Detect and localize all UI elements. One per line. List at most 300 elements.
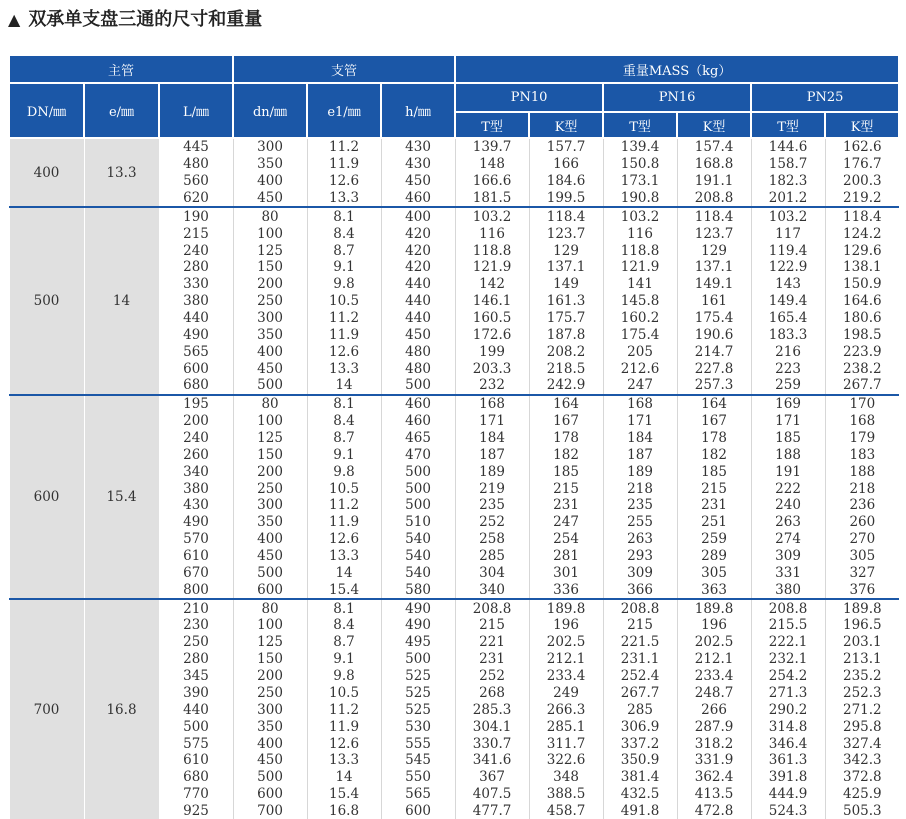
cell-pn25-t: 117 <box>751 225 825 242</box>
cell-pn16-t: 263 <box>603 531 677 548</box>
cell-e1: 13.3 <box>307 548 381 565</box>
cell-pn25-k: 188 <box>825 463 899 480</box>
cell-dn-branch: 125 <box>233 430 307 447</box>
cell-pn16-k: 157.4 <box>677 138 751 156</box>
cell-pn10-t: 103.2 <box>455 207 529 225</box>
cell-pn25-k: 170 <box>825 395 899 413</box>
cell-e1: 13.3 <box>307 360 381 377</box>
cell-pn25-t: 259 <box>751 377 825 395</box>
cell-pn16-t: 145.8 <box>603 293 677 310</box>
cell-pn25-k: 252.3 <box>825 685 899 702</box>
cell-h: 480 <box>381 360 455 377</box>
cell-pn25-t: 263 <box>751 514 825 531</box>
cell-pn25-k: 176.7 <box>825 156 899 173</box>
cell-pn16-t: 306.9 <box>603 718 677 735</box>
cell-dn-branch: 100 <box>233 225 307 242</box>
cell-l: 680 <box>159 769 233 786</box>
cell-pn10-t: 184 <box>455 430 529 447</box>
cell-pn10-t: 477.7 <box>455 803 529 819</box>
cell-pn10-k: 212.1 <box>529 651 603 668</box>
cell-l: 195 <box>159 395 233 413</box>
cell-pn16-k: 413.5 <box>677 786 751 803</box>
cell-dn-branch: 450 <box>233 752 307 769</box>
cell-pn10-t: 208.8 <box>455 599 529 617</box>
cell-h: 440 <box>381 293 455 310</box>
cell-e1: 8.4 <box>307 617 381 634</box>
cell-e1: 8.7 <box>307 242 381 259</box>
cell-dn-branch: 350 <box>233 718 307 735</box>
cell-pn25-k: 162.6 <box>825 138 899 156</box>
cell-pn16-t: 116 <box>603 225 677 242</box>
cell-pn25-k: 236 <box>825 497 899 514</box>
cell-pn25-k: 376 <box>825 581 899 599</box>
cell-e: 14 <box>84 207 159 394</box>
cell-dn-branch: 150 <box>233 259 307 276</box>
header-mass: 重量MASS（kg） <box>455 55 899 83</box>
header-dn: DN/㎜ <box>9 83 84 138</box>
cell-pn10-t: 199 <box>455 343 529 360</box>
cell-pn16-k: 231 <box>677 497 751 514</box>
cell-pn25-k: 505.3 <box>825 803 899 819</box>
cell-e1: 11.9 <box>307 326 381 343</box>
cell-l: 345 <box>159 668 233 685</box>
cell-h: 500 <box>381 377 455 395</box>
cell-pn10-k: 322.6 <box>529 752 603 769</box>
cell-pn25-k: 198.5 <box>825 326 899 343</box>
cell-pn10-t: 160.5 <box>455 310 529 327</box>
cell-pn16-t: 218 <box>603 480 677 497</box>
cell-pn10-k: 149 <box>529 276 603 293</box>
cell-pn25-k: 183 <box>825 446 899 463</box>
cell-pn25-t: 524.3 <box>751 803 825 819</box>
cell-pn16-t: 187 <box>603 446 677 463</box>
cell-dn-branch: 80 <box>233 599 307 617</box>
cell-dn-branch: 400 <box>233 735 307 752</box>
cell-pn16-t: 366 <box>603 581 677 599</box>
cell-e1: 9.1 <box>307 259 381 276</box>
cell-l: 240 <box>159 430 233 447</box>
header-main-pipe: 主管 <box>9 55 233 83</box>
cell-h: 420 <box>381 259 455 276</box>
cell-pn16-t: 231.1 <box>603 651 677 668</box>
cell-pn10-k: 137.1 <box>529 259 603 276</box>
cell-pn25-t: 144.6 <box>751 138 825 156</box>
cell-l: 670 <box>159 564 233 581</box>
cell-pn25-k: 235.2 <box>825 668 899 685</box>
cell-pn16-k: 318.2 <box>677 735 751 752</box>
cell-l: 610 <box>159 752 233 769</box>
cell-pn10-k: 184.6 <box>529 173 603 190</box>
cell-e1: 10.5 <box>307 480 381 497</box>
cell-pn25-t: 309 <box>751 548 825 565</box>
cell-l: 445 <box>159 138 233 156</box>
cell-pn16-k: 191.1 <box>677 173 751 190</box>
cell-pn16-k: 175.4 <box>677 310 751 327</box>
cell-pn16-k: 190.6 <box>677 326 751 343</box>
cell-dn-branch: 350 <box>233 514 307 531</box>
cell-pn10-k: 285.1 <box>529 718 603 735</box>
cell-pn16-k: 167 <box>677 413 751 430</box>
cell-l: 340 <box>159 463 233 480</box>
cell-e1: 12.6 <box>307 735 381 752</box>
cell-pn10-k: 231 <box>529 497 603 514</box>
table-row <box>9 395 899 413</box>
cell-pn16-t: 121.9 <box>603 259 677 276</box>
cell-pn25-t: 271.3 <box>751 685 825 702</box>
cell-dn-branch: 150 <box>233 651 307 668</box>
cell-dn-branch: 80 <box>233 395 307 413</box>
cell-e1: 11.9 <box>307 718 381 735</box>
header-pn16-k: K型 <box>677 112 751 138</box>
cell-pn10-t: 304 <box>455 564 529 581</box>
cell-e: 16.8 <box>84 599 159 819</box>
cell-pn25-k: 271.2 <box>825 701 899 718</box>
cell-pn16-t: 309 <box>603 564 677 581</box>
cell-pn25-k: 267.7 <box>825 377 899 395</box>
cell-h: 580 <box>381 581 455 599</box>
cell-h: 430 <box>381 138 455 156</box>
cell-l: 250 <box>159 634 233 651</box>
cell-pn16-t: 160.2 <box>603 310 677 327</box>
cell-l: 570 <box>159 531 233 548</box>
cell-pn10-k: 388.5 <box>529 786 603 803</box>
cell-e: 13.3 <box>84 138 159 207</box>
cell-pn25-t: 380 <box>751 581 825 599</box>
cell-dn-branch: 150 <box>233 446 307 463</box>
cell-pn16-t: 205 <box>603 343 677 360</box>
cell-dn-branch: 400 <box>233 343 307 360</box>
cell-pn25-k: 124.2 <box>825 225 899 242</box>
cell-h: 540 <box>381 548 455 565</box>
cell-pn25-k: 260 <box>825 514 899 531</box>
cell-h: 550 <box>381 769 455 786</box>
cell-dn-branch: 100 <box>233 617 307 634</box>
cell-l: 200 <box>159 413 233 430</box>
cell-pn10-t: 148 <box>455 156 529 173</box>
cell-pn16-k: 208.8 <box>677 190 751 208</box>
triangle-bullet-icon: ▲ <box>8 10 21 29</box>
cell-dn: 700 <box>9 599 84 819</box>
cell-dn-branch: 450 <box>233 360 307 377</box>
cell-pn10-k: 249 <box>529 685 603 702</box>
cell-pn16-t: 208.8 <box>603 599 677 617</box>
cell-e1: 11.2 <box>307 138 381 156</box>
cell-dn-branch: 400 <box>233 531 307 548</box>
cell-dn-branch: 600 <box>233 786 307 803</box>
cell-pn10-t: 171 <box>455 413 529 430</box>
cell-pn10-t: 168 <box>455 395 529 413</box>
cell-e: 15.4 <box>84 395 159 599</box>
cell-pn10-t: 285.3 <box>455 701 529 718</box>
cell-pn16-t: 267.7 <box>603 685 677 702</box>
cell-dn: 600 <box>9 395 84 599</box>
cell-pn16-k: 233.4 <box>677 668 751 685</box>
cell-pn10-t: 166.6 <box>455 173 529 190</box>
cell-pn10-t: 258 <box>455 531 529 548</box>
header-pn25-t: T型 <box>751 112 825 138</box>
cell-pn10-k: 336 <box>529 581 603 599</box>
cell-h: 600 <box>381 803 455 819</box>
cell-pn16-k: 331.9 <box>677 752 751 769</box>
cell-l: 680 <box>159 377 233 395</box>
cell-h: 440 <box>381 276 455 293</box>
cell-pn10-k: 218.5 <box>529 360 603 377</box>
cell-h: 545 <box>381 752 455 769</box>
cell-l: 620 <box>159 190 233 208</box>
cell-pn10-k: 167 <box>529 413 603 430</box>
cell-pn16-k: 305 <box>677 564 751 581</box>
cell-l: 215 <box>159 225 233 242</box>
cell-l: 380 <box>159 293 233 310</box>
cell-pn10-k: 185 <box>529 463 603 480</box>
cell-dn-branch: 700 <box>233 803 307 819</box>
cell-pn10-t: 142 <box>455 276 529 293</box>
cell-pn16-t: 491.8 <box>603 803 677 819</box>
cell-e1: 12.6 <box>307 343 381 360</box>
cell-pn16-t: 189 <box>603 463 677 480</box>
cell-pn25-t: 119.4 <box>751 242 825 259</box>
cell-pn16-t: 168 <box>603 395 677 413</box>
cell-l: 800 <box>159 581 233 599</box>
cell-pn25-t: 391.8 <box>751 769 825 786</box>
cell-pn16-t: 139.4 <box>603 138 677 156</box>
cell-l: 575 <box>159 735 233 752</box>
cell-pn16-k: 289 <box>677 548 751 565</box>
cell-pn10-t: 203.3 <box>455 360 529 377</box>
cell-h: 440 <box>381 310 455 327</box>
cell-l: 230 <box>159 617 233 634</box>
cell-pn16-k: 472.8 <box>677 803 751 819</box>
header-h: h/㎜ <box>381 83 455 138</box>
cell-l: 480 <box>159 156 233 173</box>
cell-pn25-t: 346.4 <box>751 735 825 752</box>
cell-pn10-k: 129 <box>529 242 603 259</box>
cell-l: 430 <box>159 497 233 514</box>
cell-dn-branch: 250 <box>233 685 307 702</box>
cell-pn25-t: 165.4 <box>751 310 825 327</box>
cell-pn10-k: 215 <box>529 480 603 497</box>
cell-pn16-k: 182 <box>677 446 751 463</box>
cell-pn10-t: 340 <box>455 581 529 599</box>
cell-dn-branch: 125 <box>233 242 307 259</box>
cell-pn16-t: 212.6 <box>603 360 677 377</box>
cell-e1: 9.8 <box>307 668 381 685</box>
cell-pn10-t: 215 <box>455 617 529 634</box>
cell-h: 525 <box>381 685 455 702</box>
cell-pn16-k: 149.1 <box>677 276 751 293</box>
cell-pn16-k: 189.8 <box>677 599 751 617</box>
cell-h: 530 <box>381 718 455 735</box>
cell-pn16-t: 235 <box>603 497 677 514</box>
header-pn25-k: K型 <box>825 112 899 138</box>
cell-pn25-t: 222 <box>751 480 825 497</box>
cell-e1: 8.1 <box>307 599 381 617</box>
cell-pn25-k: 213.1 <box>825 651 899 668</box>
cell-pn16-k: 118.4 <box>677 207 751 225</box>
cell-pn25-t: 191 <box>751 463 825 480</box>
cell-pn25-k: 164.6 <box>825 293 899 310</box>
cell-e1: 14 <box>307 769 381 786</box>
cell-dn-branch: 350 <box>233 156 307 173</box>
cell-h: 465 <box>381 430 455 447</box>
cell-pn10-k: 266.3 <box>529 701 603 718</box>
table-row <box>9 207 899 225</box>
cell-h: 500 <box>381 651 455 668</box>
cell-pn16-k: 168.8 <box>677 156 751 173</box>
cell-pn25-k: 223.9 <box>825 343 899 360</box>
cell-pn25-t: 158.7 <box>751 156 825 173</box>
cell-pn25-k: 200.3 <box>825 173 899 190</box>
cell-pn10-t: 221 <box>455 634 529 651</box>
cell-l: 330 <box>159 276 233 293</box>
cell-pn10-t: 116 <box>455 225 529 242</box>
cell-h: 460 <box>381 395 455 413</box>
cell-pn16-k: 215 <box>677 480 751 497</box>
cell-pn16-t: 103.2 <box>603 207 677 225</box>
cell-pn10-k: 166 <box>529 156 603 173</box>
cell-pn10-t: 367 <box>455 769 529 786</box>
header-pn16-t: T型 <box>603 112 677 138</box>
cell-pn10-t: 268 <box>455 685 529 702</box>
cell-h: 450 <box>381 173 455 190</box>
cell-pn25-k: 219.2 <box>825 190 899 208</box>
cell-h: 500 <box>381 463 455 480</box>
cell-e1: 15.4 <box>307 581 381 599</box>
cell-pn16-k: 266 <box>677 701 751 718</box>
cell-h: 565 <box>381 786 455 803</box>
cell-e1: 9.1 <box>307 446 381 463</box>
cell-h: 495 <box>381 634 455 651</box>
cell-h: 500 <box>381 497 455 514</box>
cell-pn16-k: 227.8 <box>677 360 751 377</box>
cell-dn-branch: 350 <box>233 326 307 343</box>
cell-h: 430 <box>381 156 455 173</box>
cell-pn10-k: 254 <box>529 531 603 548</box>
cell-e1: 16.8 <box>307 803 381 819</box>
cell-pn25-t: 183.3 <box>751 326 825 343</box>
cell-dn-branch: 500 <box>233 377 307 395</box>
cell-e1: 10.5 <box>307 293 381 310</box>
cell-dn: 500 <box>9 207 84 394</box>
cell-pn25-t: 122.9 <box>751 259 825 276</box>
cell-pn10-k: 157.7 <box>529 138 603 156</box>
cell-pn10-k: 178 <box>529 430 603 447</box>
header-branch-pipe: 支管 <box>233 55 455 83</box>
cell-pn16-t: 350.9 <box>603 752 677 769</box>
cell-l: 560 <box>159 173 233 190</box>
cell-dn: 400 <box>9 138 84 207</box>
cell-l: 380 <box>159 480 233 497</box>
cell-pn25-k: 238.2 <box>825 360 899 377</box>
cell-pn25-k: 218 <box>825 480 899 497</box>
cell-pn25-t: 143 <box>751 276 825 293</box>
cell-pn16-k: 212.1 <box>677 651 751 668</box>
cell-e1: 11.2 <box>307 497 381 514</box>
cell-e1: 9.8 <box>307 463 381 480</box>
cell-pn25-k: 180.6 <box>825 310 899 327</box>
cell-dn-branch: 500 <box>233 769 307 786</box>
cell-pn25-t: 314.8 <box>751 718 825 735</box>
cell-pn10-k: 123.7 <box>529 225 603 242</box>
cell-l: 490 <box>159 326 233 343</box>
cell-pn10-k: 164 <box>529 395 603 413</box>
cell-pn25-k: 196.5 <box>825 617 899 634</box>
cell-pn16-k: 259 <box>677 531 751 548</box>
header-l: L/㎜ <box>159 83 233 138</box>
cell-pn16-k: 164 <box>677 395 751 413</box>
table-row <box>9 138 899 156</box>
cell-pn10-t: 172.6 <box>455 326 529 343</box>
cell-pn25-k: 168 <box>825 413 899 430</box>
cell-pn16-k: 287.9 <box>677 718 751 735</box>
cell-l: 490 <box>159 514 233 531</box>
cell-pn10-k: 189.8 <box>529 599 603 617</box>
cell-dn-branch: 250 <box>233 480 307 497</box>
cell-e1: 13.3 <box>307 190 381 208</box>
cell-e1: 11.9 <box>307 514 381 531</box>
cell-e1: 9.1 <box>307 651 381 668</box>
cell-pn16-k: 178 <box>677 430 751 447</box>
cell-pn10-k: 301 <box>529 564 603 581</box>
cell-pn25-t: 182.3 <box>751 173 825 190</box>
cell-pn10-k: 175.7 <box>529 310 603 327</box>
cell-pn16-t: 215 <box>603 617 677 634</box>
cell-pn25-t: 331 <box>751 564 825 581</box>
cell-pn16-t: 252.4 <box>603 668 677 685</box>
cell-dn-branch: 300 <box>233 497 307 514</box>
cell-h: 460 <box>381 190 455 208</box>
cell-l: 190 <box>159 207 233 225</box>
cell-e1: 12.6 <box>307 531 381 548</box>
cell-pn25-t: 223 <box>751 360 825 377</box>
cell-pn10-t: 252 <box>455 668 529 685</box>
cell-e1: 13.3 <box>307 752 381 769</box>
cell-e1: 12.6 <box>307 173 381 190</box>
cell-pn25-k: 342.3 <box>825 752 899 769</box>
header-pn16: PN16 <box>603 83 751 112</box>
cell-e1: 8.1 <box>307 207 381 225</box>
cell-pn16-t: 285 <box>603 701 677 718</box>
cell-l: 500 <box>159 718 233 735</box>
cell-pn25-k: 295.8 <box>825 718 899 735</box>
cell-e1: 15.4 <box>307 786 381 803</box>
cell-e1: 8.4 <box>307 225 381 242</box>
cell-dn-branch: 200 <box>233 463 307 480</box>
cell-pn16-t: 337.2 <box>603 735 677 752</box>
cell-e1: 14 <box>307 377 381 395</box>
cell-pn10-t: 304.1 <box>455 718 529 735</box>
cell-pn25-k: 138.1 <box>825 259 899 276</box>
cell-e1: 11.2 <box>307 310 381 327</box>
cell-h: 460 <box>381 413 455 430</box>
header-pn10: PN10 <box>455 83 603 112</box>
cell-pn10-t: 330.7 <box>455 735 529 752</box>
cell-pn10-k: 202.5 <box>529 634 603 651</box>
cell-dn-branch: 200 <box>233 276 307 293</box>
cell-pn16-k: 202.5 <box>677 634 751 651</box>
cell-pn10-k: 281 <box>529 548 603 565</box>
cell-pn16-t: 150.8 <box>603 156 677 173</box>
cell-e1: 8.1 <box>307 395 381 413</box>
cell-dn-branch: 450 <box>233 190 307 208</box>
cell-dn-branch: 125 <box>233 634 307 651</box>
cell-e1: 11.9 <box>307 156 381 173</box>
cell-pn10-t: 232 <box>455 377 529 395</box>
cell-dn-branch: 400 <box>233 173 307 190</box>
cell-pn16-k: 251 <box>677 514 751 531</box>
cell-pn10-k: 208.2 <box>529 343 603 360</box>
cell-pn16-k: 214.7 <box>677 343 751 360</box>
